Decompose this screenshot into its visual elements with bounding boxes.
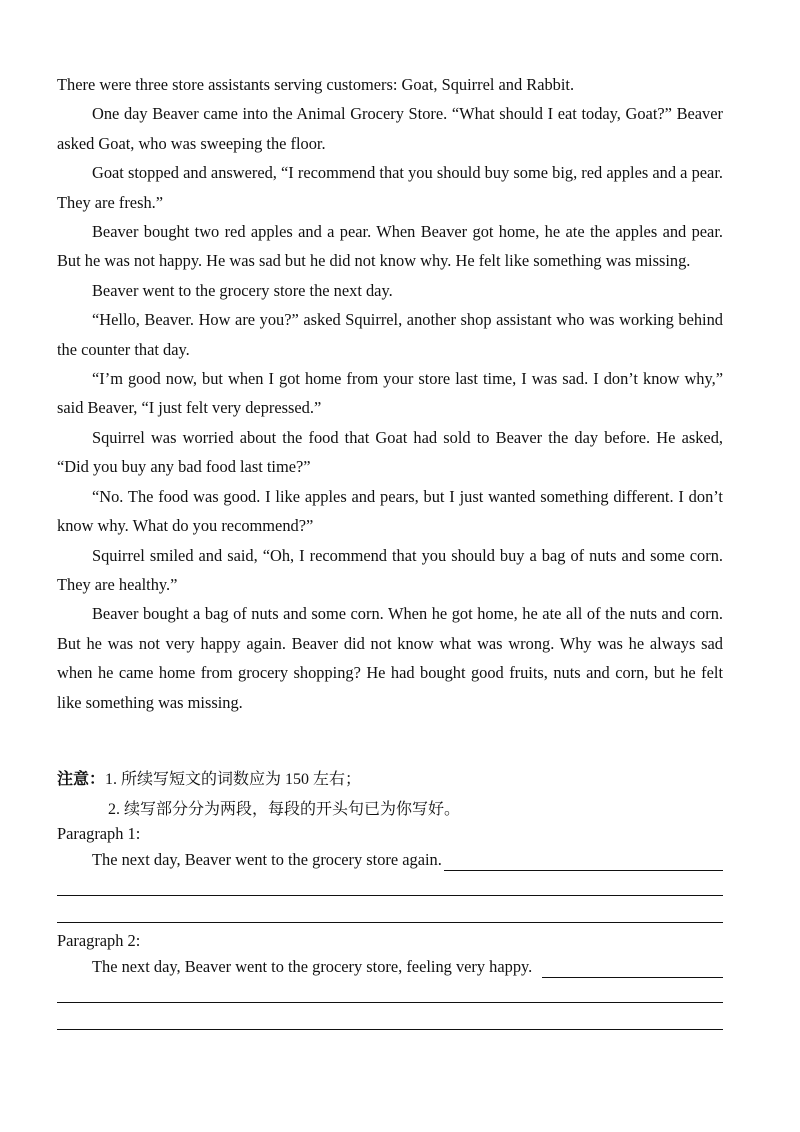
paragraph-2-blank-line[interactable] — [542, 959, 723, 978]
note-label: 注意： — [57, 771, 106, 788]
note-item-1: 1. 所续写短文的词数应为 150 左右； — [105, 771, 362, 788]
story-text — [57, 70, 723, 717]
story-paragraph: Squirrel was worried about the food that Goat had sold to Beaver the day before. He asked, “Did you buy any bad food last time?” — [57, 427, 723, 477]
story-paragraph: Squirrel smiled and said, “Oh, I recommend that you should buy a bag of nuts and some corn. They are healthy.” — [57, 545, 723, 594]
paragraph-2-writing-line[interactable] — [57, 1029, 723, 1030]
story-paragraph: Goat stopped and answered, “I recommend that you should buy some big, red apples and a pear. They are fresh.” — [57, 163, 723, 212]
story-paragraph: There were three store assistants serving customers: Goat, Squirrel and Rabbit. — [57, 75, 575, 94]
paragraph-1-heading: Paragraph 1: — [57, 824, 141, 843]
paragraph-2-opening — [92, 956, 723, 978]
paragraph-1-opening-sentence: The next day, Beaver went to the grocery store again. — [92, 850, 442, 869]
paragraph-2-opening-sentence: The next day, Beaver went to the grocery store, feeling very happy. — [92, 957, 533, 976]
paragraph-2-writing-line[interactable] — [57, 1002, 723, 1003]
story-paragraph: One day Beaver came into the Animal Grocery Store. “What should I eat today, Goat?” Beaver asked Goat, who was sweeping the floor. — [57, 104, 723, 153]
paragraph-1-writing-line[interactable] — [57, 922, 723, 923]
instructions-notes — [57, 765, 723, 825]
paragraph-1-writing-line[interactable] — [57, 895, 723, 896]
paragraph-2-heading: Paragraph 2: — [57, 931, 141, 950]
paragraph-1-blank-line[interactable] — [444, 852, 723, 871]
story-paragraph: Beaver bought a bag of nuts and some corn. When he got home, he ate all of the nuts and corn. But he was not very happy again. Beaver did not know what was wrong. Why was he always sad when he came home from grocery shopping? He had bought good fruits, nuts and corn, but he felt like something was missing. — [57, 604, 723, 712]
story-paragraph: “No. The food was good. I like apples and pears, but I just wanted something different. I don’t know why. What do you recommend?” — [57, 486, 723, 536]
note-item-2: 2. 续写部分分为两段，每段的开头句已为你写好。 — [108, 801, 461, 818]
note-row-1 — [57, 765, 723, 795]
paragraph-1-opening — [92, 849, 723, 871]
story-paragraph: “I’m good now, but when I got home from your store last time, I was sad. I don’t know why,” said Beaver, “I just felt very depressed.” — [57, 369, 723, 418]
story-paragraph: “Hello, Beaver. How are you?” asked Squirrel, another shop assistant who was working behind the counter that day. — [57, 310, 723, 359]
story-paragraph: Beaver bought two red apples and a pear. When Beaver got home, he ate the apples and pear. But he was not happy. He was sad but he did not know why. He felt like something was missing. — [57, 222, 723, 271]
story-paragraph: Beaver went to the grocery store the next day. — [92, 280, 393, 300]
